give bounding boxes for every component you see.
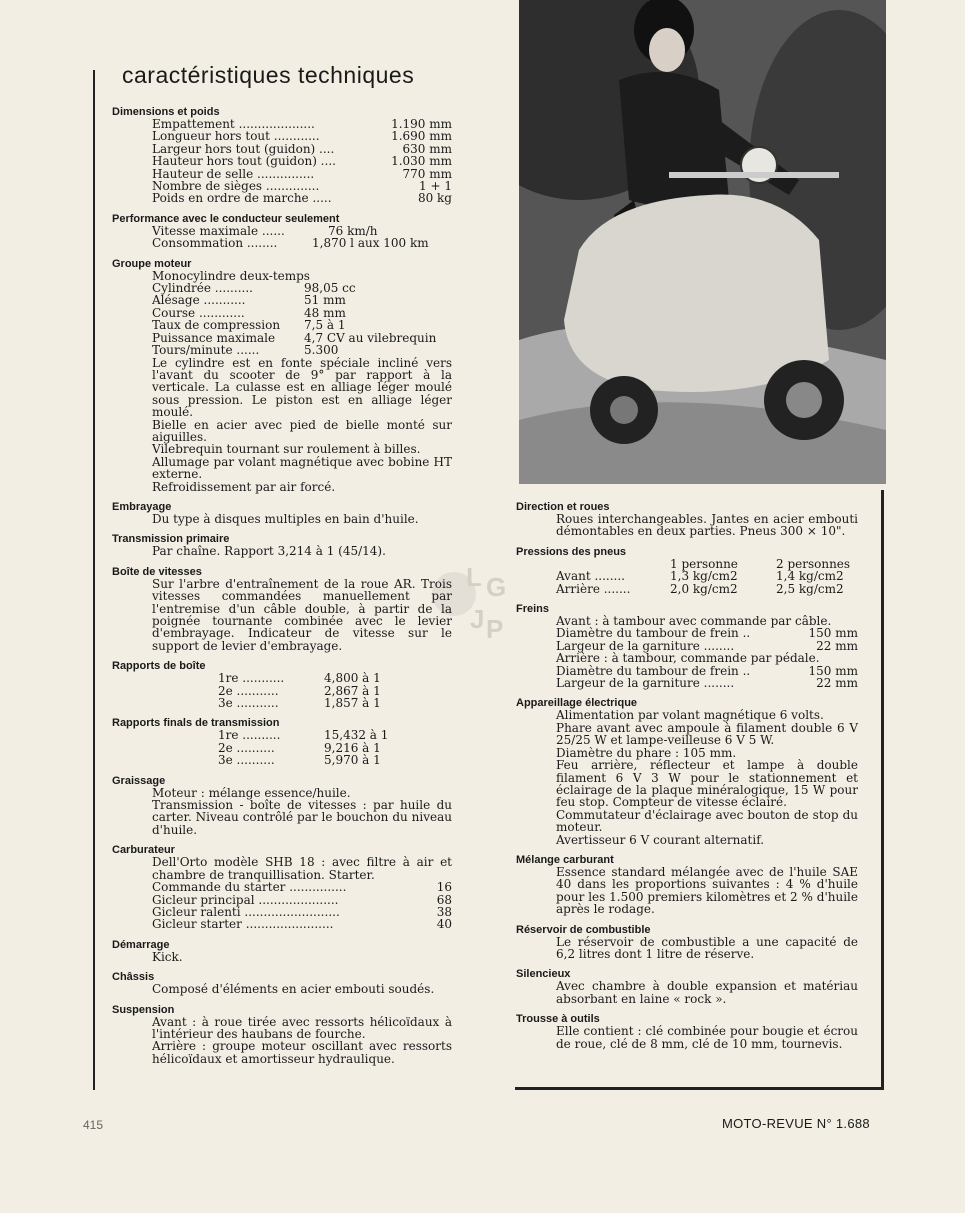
section-text: Diamètre du phare : 105 mm.: [556, 745, 737, 760]
svg-text:P: P: [486, 614, 504, 644]
frame-bottom-rule: [515, 1087, 884, 1090]
engine-text: Allumage par volant magnétique avec bobine HT externe.: [152, 454, 452, 482]
section-text: Arrière : groupe moteur oscillant avec ressorts hélicoïdaux et amortisseur hydraulique.: [152, 1039, 452, 1066]
section-dimensions: [112, 106, 452, 205]
tyre-pressure-row: Arrière ....... 2,0 kg/cm2 2,5 kg/cm2: [556, 581, 844, 596]
engine-text: Le cylindre est en fonte spéciale incliné vers l'avant du scooter de 9° par rapport à la verticale. La culasse est en alliage léger moulé sous pression. Le piston est en alliage léger moulé.: [152, 355, 452, 420]
section-primary-transmission: [112, 533, 452, 557]
section-gearbox: [112, 566, 452, 652]
section-text: Roues interchangeables. Jantes en acier embouti démontables en deux parties. Pneus 300 × 10".: [556, 512, 858, 539]
section-heading: Pressions des pneus: [516, 545, 627, 558]
section-text: Sur l'arbre d'entraînement de la roue AR. Trois vitesses commandées manuellement par l'entremise d'un câble double, à partir de la poignée tournante combinée avec le levier d'embrayage. Indicateur de vitesse sur le support de levier d'embrayage.: [152, 576, 452, 653]
section-heading: Châssis: [112, 971, 155, 984]
section-steering: [516, 501, 858, 538]
spec-row: Cylindrée .......... 98,05 cc: [152, 281, 356, 296]
section-heading: Performance avec le conducteur seulement: [112, 212, 340, 225]
frame-right-rule: [881, 490, 884, 1088]
svg-text:L: L: [466, 562, 482, 592]
section-heading: Réservoir de combustible: [516, 923, 651, 936]
section-text: Arrière : à tambour, commande par pédale.: [556, 651, 820, 666]
section-text: Avant : à tambour avec commande par câble.: [556, 614, 832, 629]
section-lubrication: [112, 775, 452, 837]
section-heading: Carburateur: [112, 844, 175, 857]
engine-text: Vilebrequin tournant sur roulement à billes.: [152, 442, 421, 457]
section-text: Elle contient : clé combinée pour bougie et écrou de roue, clé de 8 mm, clé de 10 mm, tournevis.: [556, 1024, 858, 1051]
page-title: caractéristiques techniques: [122, 62, 415, 88]
spec-row: Nombre de sièges .............. 1 + 1: [152, 179, 452, 194]
spec-row: Largeur de la garniture ........ 22 mm: [556, 676, 858, 691]
section-heading: Dimensions et poids: [112, 106, 220, 118]
right-column: [516, 501, 858, 1058]
tyre-pressure-header: 1 personne 2 personnes: [670, 556, 851, 571]
section-text: Transmission - boîte de vitesses : par huile du carter. Niveau contrôlé par le bouchon du niveau d'huile.: [152, 798, 452, 837]
section-gear-ratios: [112, 660, 452, 709]
left-column: [112, 106, 452, 1073]
spec-row: Alésage ........... 51 mm: [152, 293, 346, 308]
section-heading: Embrayage: [112, 500, 172, 513]
spec-row: Consommation ........ 1,870 l aux 100 km: [152, 236, 429, 251]
engine-text: Bielle en acier avec pied de bielle monté sur aiguilles.: [152, 417, 452, 444]
section-toolkit: [516, 1013, 858, 1050]
section-text: Dell'Orto modèle SHB 18 : avec filtre à air et chambre de tranquillisation. Starter.: [152, 855, 452, 882]
section-chassis: [112, 971, 452, 995]
spec-row: Commande du starter ............... 16: [152, 880, 452, 895]
section-fuel-mixture: [516, 854, 858, 916]
svg-text:J: J: [470, 604, 485, 634]
section-heading: Appareillage électrique: [516, 697, 638, 710]
section-heading: Graissage: [112, 774, 166, 787]
section-starting: [112, 939, 452, 963]
section-heading: Rapports de boîte: [112, 660, 206, 673]
svg-text:G: G: [486, 572, 507, 602]
section-engine: [112, 258, 452, 493]
section-text: Commutateur d'éclairage avec bouton de stop du moteur.: [556, 807, 858, 835]
spec-row: Diamètre du tambour de frein .. 150 mm: [556, 663, 858, 678]
frame-left-rule: [93, 70, 95, 1090]
section-final-ratios: [112, 717, 452, 766]
page-number: 415: [83, 1118, 104, 1132]
spec-row: Taux de compression 7,5 à 1: [152, 318, 346, 333]
section-text: Alimentation par volant magnétique 6 volts.: [556, 708, 824, 723]
spec-row: Gicleur starter ....................... 40: [152, 917, 452, 932]
section-heading: Suspension: [112, 1003, 175, 1016]
ratio-row: 2e .......... 9,216 à 1: [218, 740, 381, 755]
section-electrical: [516, 697, 858, 845]
section-heading: Direction et roues: [516, 501, 610, 513]
section-text: Kick.: [152, 949, 183, 964]
ratio-row: 2e ........... 2,867 à 1: [218, 683, 381, 698]
section-tyre-pressures: [516, 546, 858, 595]
section-heading: Transmission primaire: [112, 533, 230, 546]
spec-row: Tours/minute ...... 5.300: [152, 343, 339, 358]
section-text: Feu arrière, réflecteur et lampe à double filament 6 V 3 W pour le stationnement et éclairage de la plaque minéralogique, 15 W pour feu stop. Compteur de vitesse éclairé.: [556, 758, 858, 810]
spec-row: Hauteur de selle ............... 770 mm: [152, 166, 452, 181]
section-heading: Groupe moteur: [112, 257, 192, 270]
spec-row: Gicleur ralenti ......................... 38: [152, 904, 452, 919]
section-suspension: [112, 1004, 452, 1066]
magazine-issue: MOTO-REVUE N° 1.688: [722, 1116, 870, 1131]
engine-intro: Monocylindre deux-temps: [152, 268, 310, 283]
section-text: Moteur : mélange essence/huile.: [152, 785, 351, 800]
spec-row: Puissance maximale 4,7 CV au vilebrequin: [152, 330, 437, 345]
spec-row: Gicleur principal ..................... 68: [152, 892, 452, 907]
section-text: Avec chambre à double expansion et matériau absorbant en laine « rock ».: [556, 979, 858, 1006]
section-heading: Rapports finals de transmission: [112, 717, 280, 730]
scooter-photo: [519, 0, 886, 484]
section-text: Avertisseur 6 V courant alternatif.: [556, 832, 765, 847]
section-text: Par chaîne. Rapport 3,214 à 1 (45/14).: [152, 544, 386, 559]
spec-row: Diamètre du tambour de frein .. 150 mm: [556, 626, 858, 641]
section-performance: [112, 213, 452, 250]
spec-row: Poids en ordre de marche ..... 80 kg: [152, 191, 452, 206]
section-text: Essence standard mélangée avec de l'huile SAE 40 dans les proportions suivantes : 4 % d'huile pour les 1.500 premiers kilomètres et 2 % d'huile après le rodage.: [556, 864, 858, 917]
spec-row: Course ............ 48 mm: [152, 305, 346, 320]
engine-text: Refroidissement par air forcé.: [152, 479, 336, 494]
section-heading: Trousse à outils: [516, 1013, 600, 1026]
ratio-row: 1re .......... 15,432 à 1: [218, 728, 389, 743]
section-clutch: [112, 501, 452, 525]
spec-row: Empattement .................... 1.190 mm: [152, 117, 452, 131]
section-text: Du type à disques multiples en bain d'huile.: [152, 511, 419, 526]
tyre-pressure-row: Avant ........ 1,3 kg/cm2 1,4 kg/cm2: [556, 569, 844, 584]
ratio-row: 3e .......... 5,970 à 1: [218, 753, 381, 768]
section-brakes: [516, 603, 858, 689]
spec-row: Largeur hors tout (guidon) .... 630 mm: [152, 141, 452, 156]
section-text: Phare avant avec ampoule à filament double 6 V 25/25 W et lampe-veilleuse 6 V 5 W.: [556, 720, 858, 748]
section-heading: Freins: [516, 603, 550, 616]
section-carburettor: [112, 844, 452, 930]
section-text: Composé d'éléments en acier embouti soudés.: [152, 982, 435, 997]
section-muffler: [516, 968, 858, 1005]
section-heading: Boîte de vitesses: [112, 565, 202, 578]
section-heading: Mélange carburant: [516, 853, 614, 866]
ratio-row: 3e ........... 1,857 à 1: [218, 696, 381, 711]
section-fuel-tank: [516, 924, 858, 961]
spec-row: Longueur hors tout ............ 1.690 mm: [152, 129, 452, 144]
scooter-photo-illustration: [519, 0, 886, 484]
section-heading: Démarrage: [112, 938, 170, 951]
spec-row: Vitesse maximale ...... 76 km/h: [152, 223, 378, 238]
section-text: Le réservoir de combustible a une capacité de 6,2 litres dont 1 litre de réserve.: [556, 934, 858, 961]
spec-row: Largeur de la garniture ........ 22 mm: [556, 638, 858, 653]
ratio-row: 1re ........... 4,800 à 1: [218, 671, 381, 686]
spec-row: Hauteur hors tout (guidon) .... 1.030 mm: [152, 154, 452, 169]
section-heading: Silencieux: [516, 968, 571, 981]
section-text: Avant : à roue tirée avec ressorts hélicoïdaux à l'intérieur des haubans de fourche.: [152, 1014, 452, 1041]
